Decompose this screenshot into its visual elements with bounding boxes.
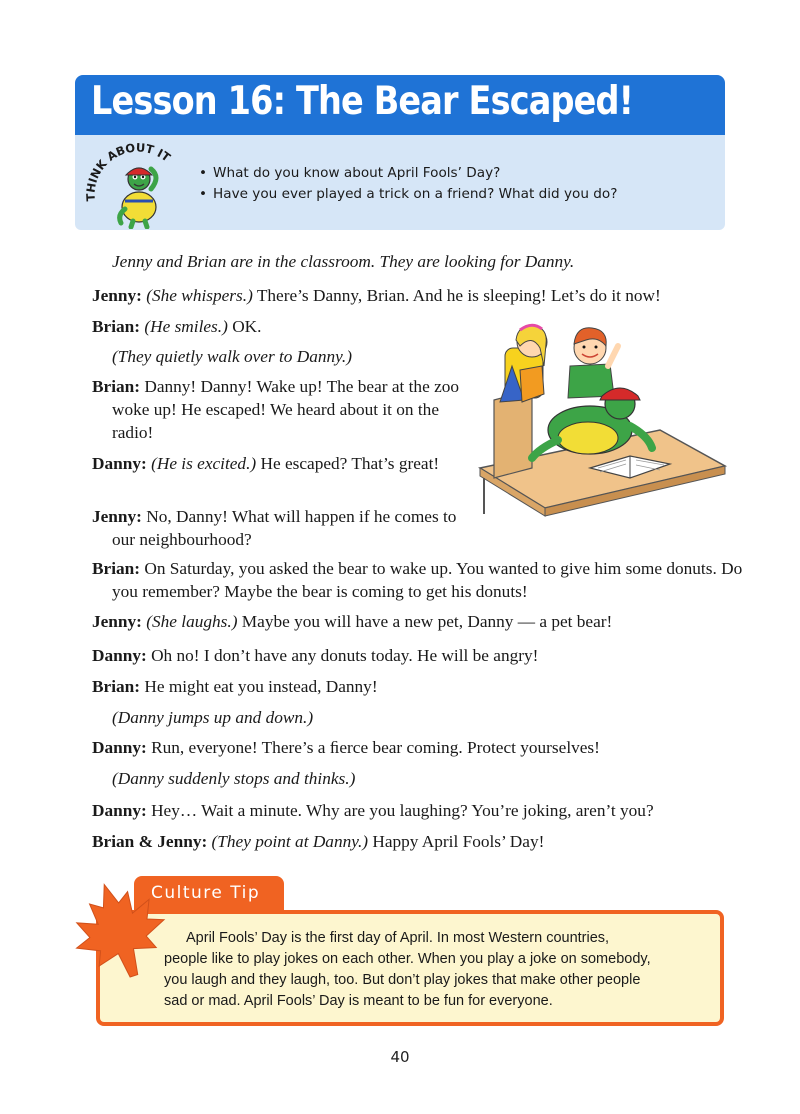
dialogue-line — [92, 315, 261, 338]
culture-tip-box — [96, 910, 724, 1026]
think-about-it-questions — [199, 165, 617, 207]
speaker-name: Danny: — [92, 738, 147, 757]
dialogue-line — [92, 284, 661, 307]
dialogue-line — [92, 799, 654, 822]
classroom-illustration — [470, 318, 730, 518]
lesson-title-bar — [75, 75, 725, 135]
line-text: He might eat you instead, Danny! — [144, 677, 378, 696]
line-text: OK. — [232, 317, 262, 336]
line-text: Oh no! I don’t have any donuts today. He will be angry! — [151, 646, 539, 665]
line-text: Run, everyone! There’s a ﬁerce bear coming. Protect yourselves! — [151, 738, 600, 757]
think-question: • What do you know about April Fools’ Day? — [199, 165, 617, 181]
culture-tip-line: sad or mad. April Fools’ Day is meant to be fun for everyone. — [164, 993, 553, 1009]
line-text: On Saturday, you asked the bear to wake up. You wanted to give him some donuts. Do you remember? Maybe the bear is coming to get his donuts! — [112, 559, 743, 601]
girl-jenny-icon — [500, 325, 547, 402]
speaker-name: Jenny: — [92, 286, 142, 305]
speaker-name: Danny: — [92, 454, 147, 473]
line-text: There’s Danny, Brian. And he is sleeping! Let’s do it now! — [256, 286, 661, 305]
line-text: Danny! Danny! Wake up! The bear at the zoo woke up! He escaped! We heard about it on the radio! — [112, 377, 460, 442]
stage-direction-line: (Danny jumps up and down.) — [112, 708, 314, 727]
line-text: Maybe you will have a new pet, Danny — a pet bear! — [241, 612, 613, 631]
stage-direction: (He is excited.) — [151, 454, 257, 473]
dialogue-line — [92, 644, 538, 667]
culture-tip-label: Culture Tip — [151, 883, 261, 903]
stage-direction: (She whispers.) — [146, 286, 253, 305]
lesson-title: Lesson 16: The Bear Escaped! — [91, 79, 634, 124]
maple-leaf-icon — [70, 878, 170, 988]
stage-direction: (They point at Danny.) — [211, 832, 369, 851]
line-text: Happy April Fools’ Day! — [372, 832, 545, 851]
boy-brian-icon — [568, 328, 618, 398]
culture-tip-line: you laugh and they laugh, too. But don’t play jokes that make other people — [164, 972, 641, 988]
speaker-name: Brian: — [92, 377, 141, 396]
stage-direction-line: (They quietly walk over to Danny.) — [112, 347, 352, 366]
page-number: 40 — [390, 1048, 410, 1066]
dialogue-line — [92, 505, 468, 551]
think-about-it-box — [75, 135, 725, 230]
speaker-name: Danny: — [92, 801, 147, 820]
svg-text:THINK ABOUT IT — [83, 140, 173, 201]
dialogue-line — [92, 736, 600, 759]
line-text: No, Danny! What will happen if he comes to our neighbourhood? — [112, 507, 457, 549]
think-about-it-label: THINK ABOUT IT — [83, 140, 174, 202]
thinking-turtle-icon — [120, 168, 156, 227]
stage-direction: (She laughs.) — [146, 612, 238, 631]
dialogue-line — [92, 675, 378, 698]
speaker-name: Brian: — [92, 677, 141, 696]
speaker-name: Brian: — [92, 559, 141, 578]
dialogue-line — [92, 375, 468, 444]
line-text: He escaped? That’s great! — [260, 454, 440, 473]
think-question: • Have you ever played a trick on a friend? What did you do? — [199, 186, 617, 202]
speaker-name: Brian & Jenny: — [92, 832, 208, 851]
dialogue-intro: Jenny and Brian are in the classroom. They are looking for Danny. — [112, 252, 575, 271]
speaker-name: Brian: — [92, 317, 141, 336]
dialogue-line — [92, 830, 544, 853]
dialogue-line — [92, 452, 468, 475]
stage-direction-line: (Danny suddenly stops and thinks.) — [112, 769, 356, 788]
culture-tip-line: April Fools’ Day is the first day of April. In most Western countries, — [186, 930, 610, 946]
speaker-name: Jenny: — [92, 507, 142, 526]
think-about-it-graphic — [81, 139, 191, 229]
speaker-name: Danny: — [92, 646, 147, 665]
culture-tip-text — [164, 928, 724, 1012]
speaker-name: Jenny: — [92, 612, 142, 631]
dialogue-line — [92, 557, 752, 603]
line-text: Hey… Wait a minute. Why are you laughing? You’re joking, aren’t you? — [151, 801, 654, 820]
culture-tip-line: people like to play jokes on each other. When you play a joke on somebody, — [164, 951, 651, 967]
stage-direction: (He smiles.) — [144, 317, 228, 336]
dialogue-line — [92, 610, 612, 633]
